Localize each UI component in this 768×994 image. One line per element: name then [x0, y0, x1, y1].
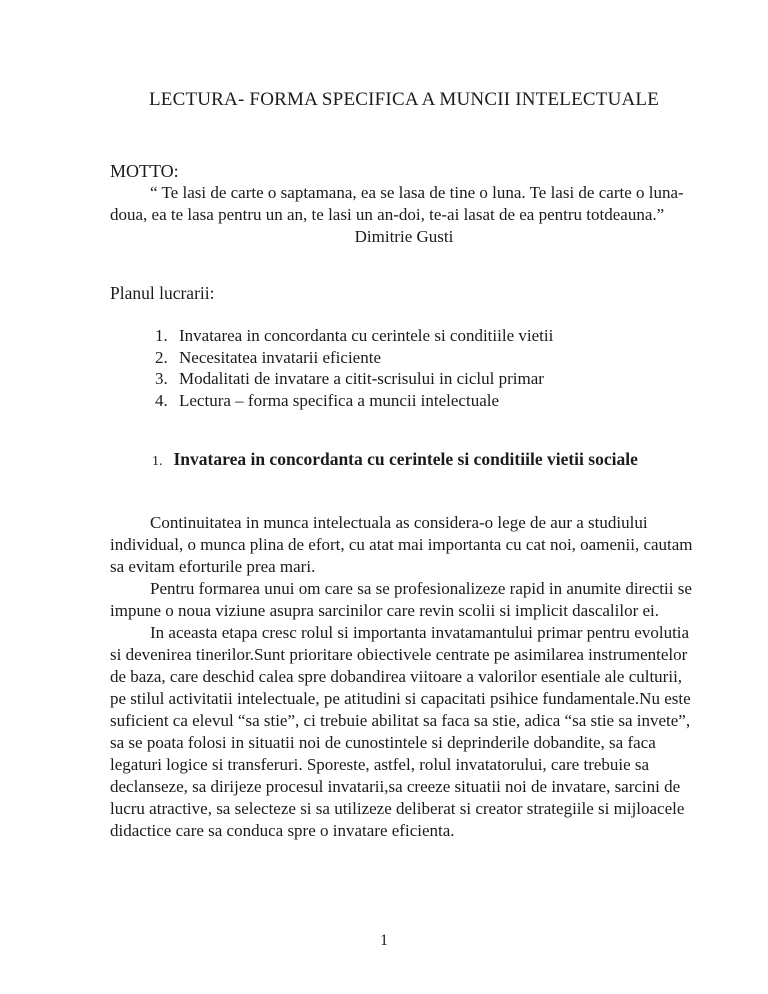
- page-title: LECTURA- FORMA SPECIFICA A MUNCII INTELECTUALE: [148, 89, 660, 110]
- section-heading-number: 1.: [152, 454, 163, 469]
- plan-label: Planul lucrarii:: [110, 283, 215, 303]
- plan-list-item: 3. Modalitati de invatare a citit-scrisului in ciclul primar: [172, 368, 698, 390]
- body-paragraph: Pentru formarea unui om care sa se profesionalizeze rapid in anumite directii se impune o noua viziune asupra sarcinilor care revin scolii si implicit dascalilor ei.: [110, 579, 692, 620]
- section-heading: [152, 448, 698, 473]
- body-paragraph: Continuitatea in munca intelectuala as considera-o lege de aur a studiului individual, o munca plina de efort, cu atat mai importanta cu cat noi, oamenii, cautam sa evitam eforturile prea mari.: [110, 513, 693, 576]
- body-paragraph: In aceasta etapa cresc rolul si importanta invatamantului primar pentru evolutia si devenirea tinerilor.Sunt prioritare obiectivele centrate pe asimilarea instrumentelor de baza, care deschid calea spre dobandirea viitoare a valorilor esentiale ale culturii, pe stilul activitatii intelectuale, pe atitudini si capacitati psihice fundamentale.Nu este suficient ca elevul “sa stie”, ci trebuie abilitat sa faca sa stie, adica “sa stie sa invete”, sa se poata folosi in situatii noi de cunostintele si deprinderile dobandite, sa faca legaturi logice si transferuri. Sporeste, astfel, rolul invatatorului, care trebuie sa declanseze, sa dirijeze procesul invatarii,sa creeze situatii noi de invatare, sarcini de lucru atractive, sa selecteze si sa utilizeze deliberat si creator strategiile si mijloacele didactice care sa conduca spre o invatare eficienta.: [110, 623, 691, 840]
- motto-label: MOTTO:: [110, 161, 179, 181]
- plan-list: [110, 325, 698, 411]
- motto-author: Dimitrie Gusti: [354, 227, 454, 246]
- body-text: [110, 512, 698, 842]
- plan-list-item: 4. Lectura – forma specifica a muncii intelectuale: [172, 390, 698, 412]
- plan-list-item: 2. Necesitatea invatarii eficiente: [172, 347, 698, 369]
- page-number: 1: [380, 932, 388, 949]
- plan-list-item: 1. Invatarea in concordanta cu cerintele si conditiile vietii: [172, 325, 698, 347]
- motto-section: [110, 160, 698, 248]
- section-heading-title: Invatarea in concordanta cu cerintele si conditiile vietii sociale: [173, 449, 638, 469]
- motto-quote: “ Te lasi de carte o saptamana, ea se lasa de tine o luna. Te lasi de carte o luna-doua, ea te lasa pentru un an, te lasi un an-doi, te-ai lasat de ea pentru totdeauna.”: [110, 183, 684, 224]
